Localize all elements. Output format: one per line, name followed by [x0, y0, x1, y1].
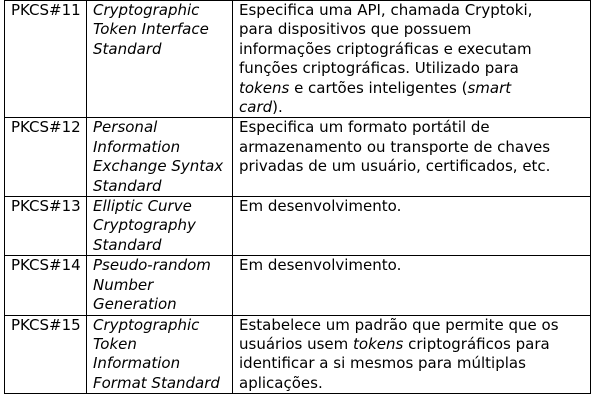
description-text: usuários usem — [239, 334, 354, 353]
pkcs-id-cell: PKCS#11 — [5, 1, 87, 118]
table-row — [5, 197, 591, 256]
emphasis-text: smart — [467, 78, 512, 97]
description-line: Em desenvolvimento. — [239, 256, 402, 275]
pkcs-id-cell: PKCS#12 — [5, 118, 87, 197]
table-row — [5, 1, 591, 118]
pkcs-id-cell: PKCS#14 — [5, 256, 87, 315]
pkcs-id-cell: PKCS#13 — [5, 197, 87, 256]
pkcs-name-cell — [87, 118, 233, 197]
name-line: Token — [93, 334, 137, 353]
table-row — [5, 256, 591, 315]
pkcs-description-cell — [233, 197, 591, 256]
pkcs-description-cell — [233, 1, 591, 118]
description-line: para dispositivos que possuem — [239, 20, 472, 39]
pkcs-name-cell — [87, 1, 233, 118]
pkcs-id-cell: PKCS#15 — [5, 315, 87, 394]
pkcs-name-cell — [87, 256, 233, 315]
pkcs-name-cell — [87, 197, 233, 256]
table-row — [5, 118, 591, 197]
name-line: Cryptography — [93, 216, 196, 235]
description-line: Especifica um formato portátil de — [239, 118, 490, 137]
description-line: informações criptográficas e executam — [239, 39, 532, 58]
name-line: Exchange Syntax — [93, 157, 224, 176]
pkcs-description-cell — [233, 315, 591, 394]
description-line — [239, 335, 586, 354]
description-line — [239, 79, 586, 98]
description-text: e cartões inteligentes ( — [289, 78, 468, 97]
emphasis-text: tokens — [239, 78, 290, 97]
name-line: Cryptographic — [93, 1, 200, 19]
name-line: Standard — [93, 176, 162, 195]
name-line: Cryptographic — [93, 315, 200, 334]
description-line: identificar a si mesmos para múltiplas — [239, 354, 526, 373]
name-line: Generation — [93, 295, 177, 314]
description-line: Em desenvolvimento. — [239, 197, 402, 216]
pkcs-standards-table — [4, 0, 591, 394]
emphasis-text: card — [239, 98, 273, 117]
description-line: privadas de um usuário, certificados, etc. — [239, 157, 551, 176]
name-line: Standard — [93, 39, 162, 58]
description-line: aplicações. — [239, 373, 323, 392]
description-line — [239, 98, 586, 117]
name-line: Number — [93, 275, 154, 294]
description-text: criptográficos para — [403, 334, 550, 353]
description-line: armazenamento ou transporte de chaves — [239, 137, 551, 156]
name-line: Pseudo-random — [93, 256, 211, 275]
name-line: Personal — [93, 118, 158, 137]
name-line: Format Standard — [93, 373, 220, 392]
pkcs-description-cell — [233, 118, 591, 197]
name-line: Information — [93, 354, 181, 373]
name-line: Information — [93, 137, 181, 156]
description-text: ). — [272, 98, 283, 117]
table-row — [5, 315, 591, 394]
emphasis-text: tokens — [353, 334, 404, 353]
name-line: Token Interface — [93, 20, 209, 39]
description-line: funções criptográficas. Utilizado para — [239, 59, 519, 78]
description-line: Especifica uma API, chamada Cryptoki, — [239, 1, 533, 19]
pkcs-name-cell — [87, 315, 233, 394]
name-line: Standard — [93, 235, 162, 254]
description-line: Estabelece um padrão que permite que os — [239, 315, 559, 334]
name-line: Elliptic Curve — [93, 197, 192, 216]
pkcs-description-cell — [233, 256, 591, 315]
